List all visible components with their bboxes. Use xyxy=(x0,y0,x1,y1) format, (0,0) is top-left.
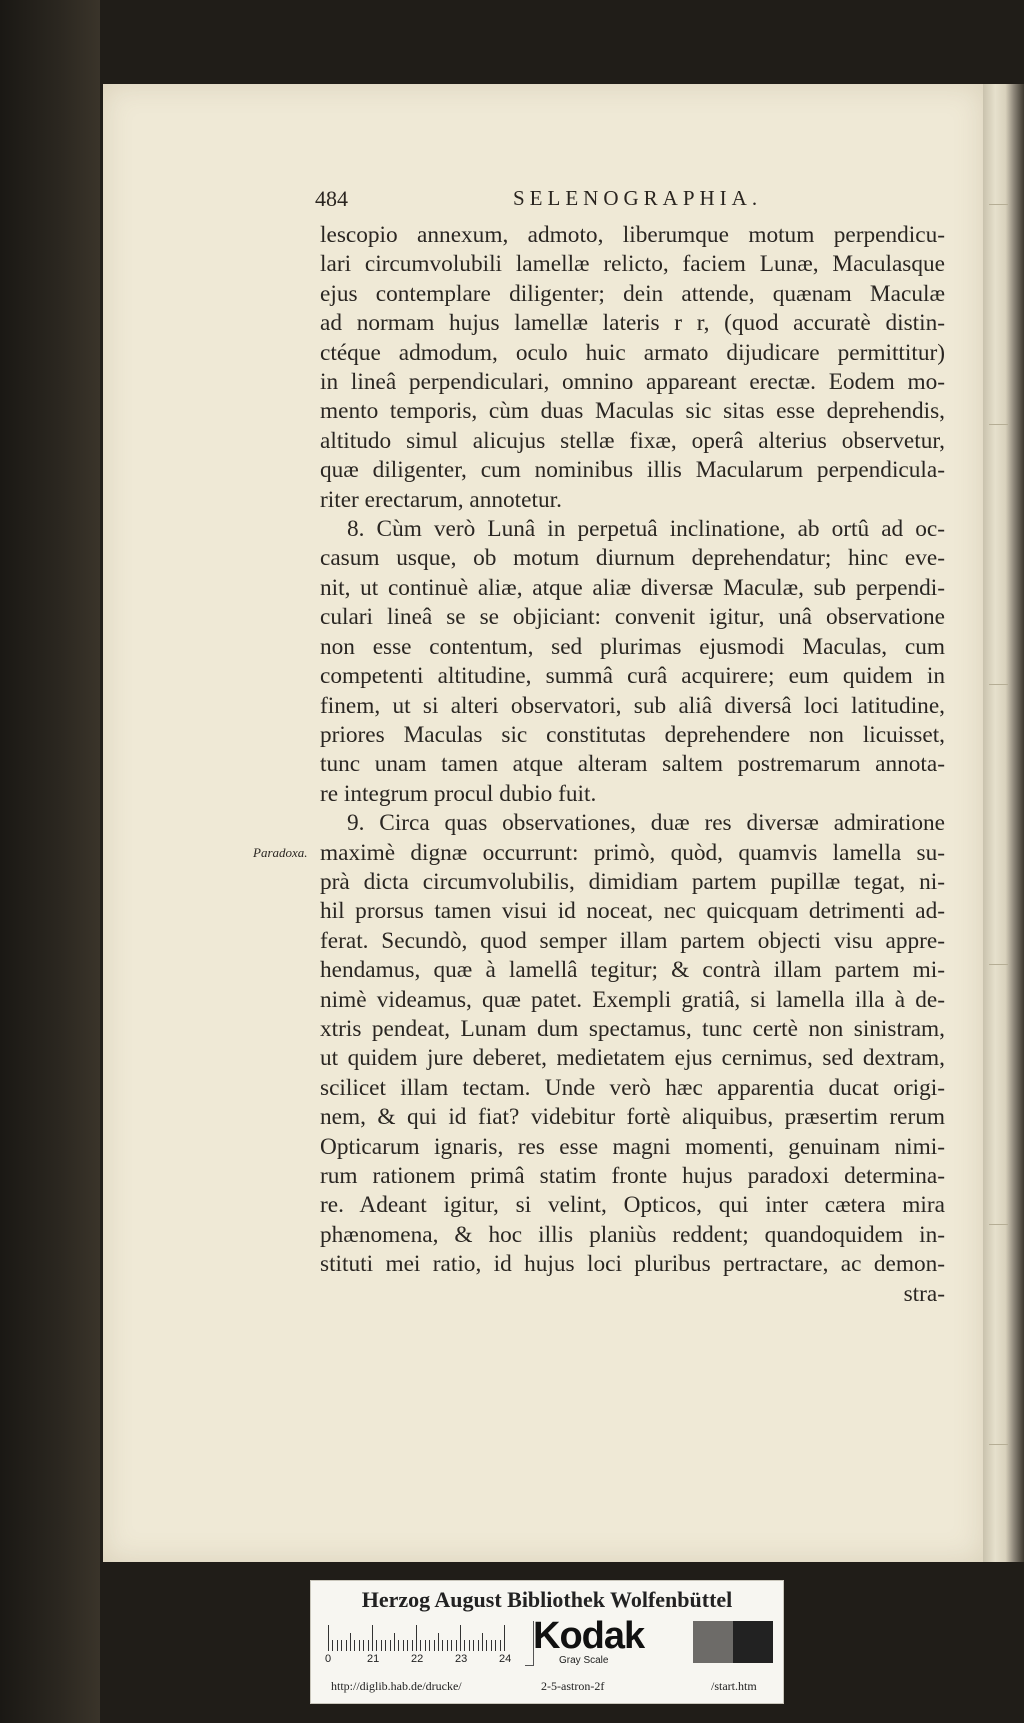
text-line: scilicet illam tectam. Unde verò hæc apparentia ducat origi- xyxy=(320,1074,945,1101)
text-line: re integrum procul dubio fuit. xyxy=(320,780,597,807)
text-line: lari circumvolubili lamellæ relicto, faciem Lunæ, Maculasque xyxy=(320,251,945,278)
text-line: lescopio annexum, admoto, liberumque motum perpendicu- xyxy=(320,222,945,248)
ruler-tick xyxy=(403,1640,404,1651)
text-line: finem, ut si alteri observatori, sub aliâ diversâ loci latitudine, xyxy=(320,692,945,719)
text-line: ejus contemplare diligenter; dein attende, quænam Maculæ xyxy=(320,280,945,307)
text-line: mento temporis, cùm duas Maculas sic sitas esse deprehendis, xyxy=(320,398,945,425)
ruler-tick xyxy=(398,1640,399,1651)
ruler-tick xyxy=(420,1640,421,1651)
ruler-tick xyxy=(390,1640,391,1651)
text-line: phænomena, & hoc illis planiùs reddent; quandoquidem in- xyxy=(320,1221,945,1248)
ruler-number: 22 xyxy=(411,1653,424,1665)
text-line: xtris pendeat, Lunam dum spectamus, tunc certè non sinistram, xyxy=(320,1015,945,1042)
ruler-tick xyxy=(464,1640,465,1651)
text-line: prà dicta circumvolubilis, dimidiam partem pupillæ tegat, ni- xyxy=(320,868,945,895)
text-line: tunc unam tamen atque alteram saltem postremarum annota- xyxy=(320,751,945,778)
ruler-tick xyxy=(429,1640,430,1651)
text-line: casum usque, ob motum diurnum deprehendatur; hinc eve- xyxy=(320,545,945,572)
paragraph-start-8: 8. Cùm verò Lunâ in perpetuâ inclinatione, ab ortû ad oc- xyxy=(347,516,945,543)
ruler-tick xyxy=(495,1640,496,1651)
text-line: altitudo simul alicujus stellæ fixæ, operâ alterius observetur, xyxy=(320,427,945,454)
library-name: Herzog August Bibliothek Wolfenbüttel xyxy=(361,1587,733,1612)
text-line: hendamus, quæ à lamellâ tegitur; & contrà illam partem mi- xyxy=(320,957,945,984)
catchword: stra- xyxy=(903,1280,945,1307)
ruler-tick xyxy=(438,1633,439,1651)
ruler-tick xyxy=(486,1640,487,1651)
ruler-tick xyxy=(434,1640,435,1651)
ruler-tick xyxy=(376,1640,377,1651)
running-title: SELENOGRAPHIA. xyxy=(513,186,763,210)
ruler-tick xyxy=(346,1640,347,1651)
running-header xyxy=(315,182,785,216)
ruler-tick xyxy=(354,1640,355,1651)
ruler-tick xyxy=(500,1640,501,1651)
text-line: nimè videamus, quæ patet. Exempli gratiâ, si lamella illa à de- xyxy=(320,986,945,1013)
paragraph-start-9: 9. Circa quas observationes, duæ res diversæ admiratione xyxy=(347,810,945,837)
ruler-tick xyxy=(341,1640,342,1651)
text-line: quæ diligenter, cum nominibus illis Macularum perpendicula- xyxy=(320,457,945,484)
ruler-tick xyxy=(491,1640,492,1651)
ruler-tick xyxy=(442,1640,443,1651)
gray-scale-label: Gray Scale xyxy=(559,1655,609,1666)
ruler-tick xyxy=(425,1640,426,1651)
kodak-logo: Kodak xyxy=(533,1615,645,1657)
ruler-tick xyxy=(504,1625,505,1651)
text-line: stituti mei ratio, id hujus loci pluribus pertractare, ac demon- xyxy=(320,1251,945,1278)
text-line: non esse contentum, sed plurimas ejusmodi Maculas, cum xyxy=(320,633,945,660)
ruler-tick xyxy=(350,1633,351,1651)
ruler-tick xyxy=(456,1640,457,1651)
text-line: ctéque admodum, oculo huic armato dijudicare permittitur) xyxy=(320,339,945,366)
text-line: culari lineâ se se objiciant: convenit igitur, unâ observatione xyxy=(320,604,945,631)
ruler-tick xyxy=(332,1640,333,1651)
ruler-tick xyxy=(451,1640,452,1651)
text-line: rum rationem primâ statim fronte hujus paradoxi determina- xyxy=(320,1163,945,1189)
ruler-tick xyxy=(482,1633,483,1651)
text-line: competenti altitudine, summâ curâ acquirere; eum quidem in xyxy=(320,663,945,690)
text-line: Opticarum ignaris, res esse magni momenti, genuinam nimi- xyxy=(320,1133,945,1160)
ruler-tick xyxy=(363,1640,364,1651)
text-line: ad normam hujus lamellæ lateris r r, (quod accuratè distin- xyxy=(320,310,945,337)
ruler-tick xyxy=(385,1640,386,1651)
gray-swatch xyxy=(693,1621,733,1663)
ruler-tick xyxy=(447,1640,448,1651)
text-line: hil prorsus tamen visui id noceat, nec quicquam detrimenti ad- xyxy=(320,898,945,925)
ruler-tick xyxy=(381,1640,382,1651)
ruler-tick xyxy=(460,1625,461,1651)
book-left-edge xyxy=(0,0,100,1723)
ruler-tick xyxy=(368,1640,369,1651)
ruler-tick xyxy=(416,1625,417,1651)
page-stack-edge xyxy=(983,84,1024,1562)
margin-note: Paradoxa. xyxy=(253,845,308,860)
page-number: 484 xyxy=(315,186,348,211)
shelfmark: 2-5-astron-2f xyxy=(541,1679,605,1693)
ruler-number: 24 xyxy=(499,1653,512,1665)
text-line: maximè dignæ occurrunt: primò, quòd, quamvis lamella su- xyxy=(320,839,945,866)
ruler-tick xyxy=(469,1640,470,1651)
text-line: nem, & qui id fiat? videbitur fortè aliquibus, præsertim rerum xyxy=(320,1104,945,1131)
archive-target-card xyxy=(310,1580,784,1704)
text-line: nit, ut continuè aliæ, atque aliæ diversæ Maculæ, sub perpendi- xyxy=(320,574,945,601)
text-line: ut quidem jure deberet, medietatem ejus cernimus, sed dextram, xyxy=(320,1045,945,1072)
black-swatch xyxy=(733,1621,773,1663)
ruler-number: 21 xyxy=(367,1653,380,1665)
ruler-tick xyxy=(359,1640,360,1651)
text-line: in lineâ perpendiculari, omnino appareant erectæ. Eodem mo- xyxy=(320,369,945,396)
ruler-tick xyxy=(328,1625,329,1651)
ruler-number: 0 xyxy=(325,1653,332,1665)
ruler-tick xyxy=(337,1640,338,1651)
ruler-tick xyxy=(372,1625,373,1651)
scale-ruler xyxy=(328,1621,528,1651)
text-line: priores Maculas sic constitutas deprehendere non licuisset, xyxy=(320,721,945,748)
ruler-number: 23 xyxy=(455,1653,468,1665)
source-url: http://diglib.hab.de/drucke/ xyxy=(331,1679,462,1693)
ruler-tick xyxy=(473,1640,474,1651)
text-line: riter erectarum, annotetur. xyxy=(320,486,562,513)
body-text xyxy=(320,221,945,1309)
text-line: re. Adeant igitur, si velint, Opticos, qui inter cætera mira xyxy=(320,1192,945,1219)
ruler-tick xyxy=(478,1640,479,1651)
start-file: /start.htm xyxy=(711,1679,757,1693)
text-line: ferat. Secundò, quod semper illam partem objecti visu appre- xyxy=(320,927,945,954)
ruler-tick xyxy=(394,1633,395,1651)
ruler-tick xyxy=(412,1640,413,1651)
ruler-tick xyxy=(407,1640,408,1651)
